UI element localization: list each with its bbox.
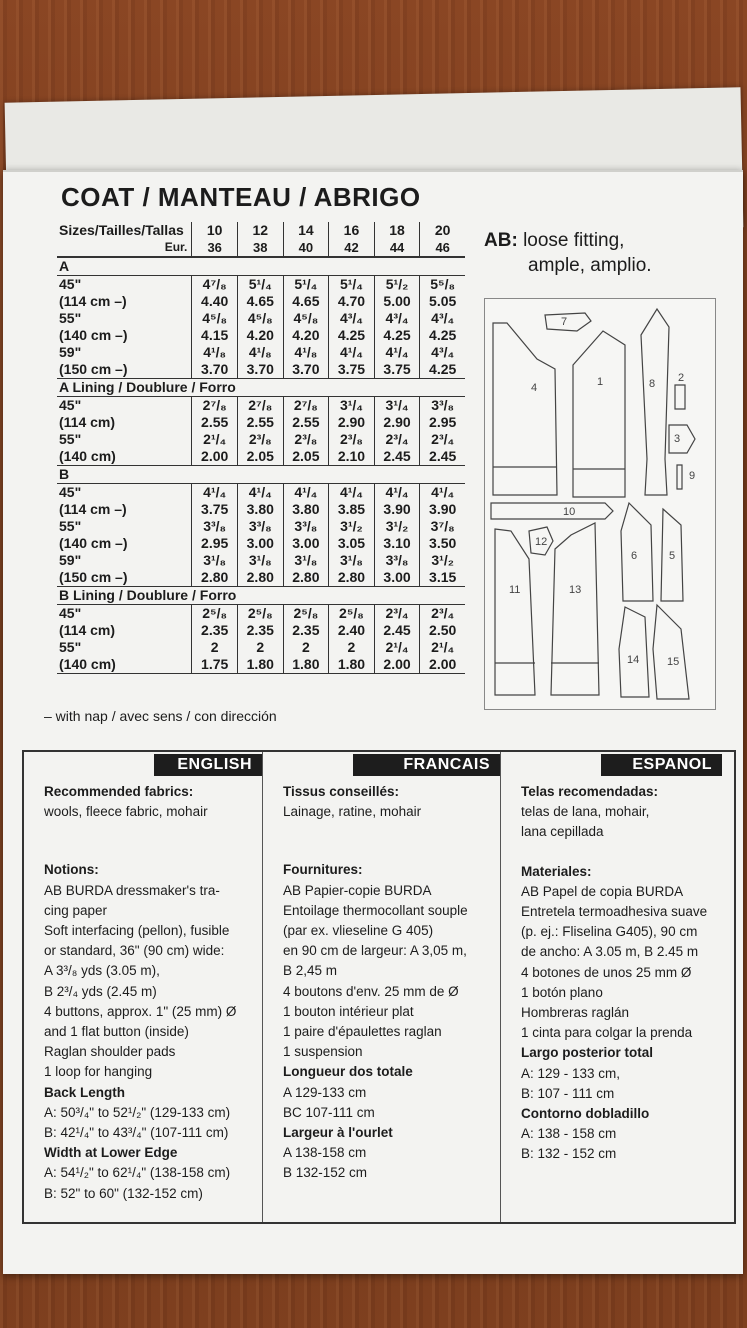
- table-cell: 2.55: [192, 414, 238, 431]
- table-cell: 4¹/₄: [329, 484, 375, 502]
- section-heading: Width at Lower Edge: [44, 1145, 178, 1161]
- table-cell: 2⁵/₈: [283, 605, 329, 623]
- table-cell: 2³/₄: [420, 431, 465, 448]
- table-header-row: [57, 222, 465, 239]
- francais-body: [283, 782, 496, 1184]
- piece-3-shape: [669, 425, 695, 453]
- table-cell: 4¹/₄: [374, 344, 420, 361]
- table-cell: 2¹/₄: [192, 431, 238, 448]
- table-cell: 4¹/₈: [237, 344, 283, 361]
- table-cell: 2⁵/₈: [237, 605, 283, 623]
- header-label: Sizes/Tailles/Tallas: [59, 222, 184, 238]
- table-cell: 5¹/₂: [374, 276, 420, 294]
- table-cell: 2.80: [329, 569, 375, 587]
- table-cell: 3¹/₂: [374, 518, 420, 535]
- table-row: [57, 484, 465, 502]
- table-cell: 3.80: [237, 501, 283, 518]
- table-cell: 2.05: [237, 448, 283, 466]
- text-line: telas de lana, mohair,: [521, 804, 650, 820]
- table-cell: 5¹/₄: [283, 276, 329, 294]
- row-label: (140 cm): [57, 656, 192, 674]
- table-cell: 3¹/₈: [192, 552, 238, 569]
- piece-number-label: 1: [597, 376, 604, 388]
- section-label: B Lining / Doublure / Forro: [57, 587, 465, 605]
- text-line: Entretela termoadhesiva suave: [521, 904, 708, 920]
- size-header: 20: [420, 222, 465, 239]
- table-cell: 3¹/₄: [329, 397, 375, 415]
- piece-number-label: 5: [669, 550, 676, 562]
- table-cell: 2³/₈: [237, 431, 283, 448]
- size-header: 18: [374, 222, 420, 239]
- size-header: 10: [192, 222, 238, 239]
- text-line: Lainage, ratine, mohair: [283, 804, 422, 820]
- piece-15-shape: [653, 605, 689, 699]
- piece-number-label: 3: [674, 433, 681, 445]
- text-line: B: 107 - 111 cm: [521, 1085, 615, 1101]
- table-cell: 4⁵/₈: [237, 310, 283, 327]
- table-cell: 2.35: [192, 622, 238, 639]
- text-line: AB Papier-copie BURDA: [283, 882, 432, 898]
- section-heading: Largo posterior total: [521, 1045, 654, 1061]
- table-cell: 2³/₄: [374, 431, 420, 448]
- piece-number-label: 14: [627, 654, 640, 666]
- spacer: [44, 841, 258, 860]
- piece-number-label: 11: [509, 584, 521, 596]
- table-cell: 4³/₄: [420, 310, 465, 327]
- table-cell: 2⁷/₈: [237, 397, 283, 415]
- table-cell: 3¹/₄: [374, 397, 420, 415]
- section-heading: Fournitures:: [283, 862, 363, 878]
- table-cell: 2.80: [283, 569, 329, 587]
- francais-column: [263, 752, 501, 1222]
- table-cell: 3.50: [420, 535, 465, 552]
- table-row: [57, 414, 465, 431]
- table-cell: 5.05: [420, 293, 465, 310]
- table-section-row: [57, 466, 465, 484]
- table-cell: 2⁵/₈: [192, 605, 238, 623]
- text-line: B: 52" to 60" (132-152 cm): [44, 1185, 203, 1201]
- table-cell: 3.00: [237, 535, 283, 552]
- table-cell: 2.00: [374, 656, 420, 674]
- table-cell: 2: [329, 639, 375, 656]
- table-cell: 5¹/₄: [329, 276, 375, 294]
- piece-14-shape: [619, 607, 649, 697]
- table-row: [57, 276, 465, 294]
- table-cell: 4³/₄: [329, 310, 375, 327]
- text-line: en 90 cm de largeur: A 3,05 m,: [283, 943, 467, 959]
- table-cell: 3.05: [329, 535, 375, 552]
- row-label: (114 cm –): [59, 293, 127, 309]
- piece-2-shape: [675, 385, 685, 409]
- table-cell: 2.45: [374, 622, 420, 639]
- row-label: 55": [59, 518, 82, 534]
- table-cell: 3.90: [374, 501, 420, 518]
- section-heading: Materiales:: [521, 863, 592, 879]
- text-line: B: 132 - 152 cm: [521, 1146, 617, 1162]
- fit-note-line1: loose fitting,: [523, 230, 625, 251]
- section-label: B: [57, 466, 465, 484]
- table-cell: 5¹/₄: [237, 276, 283, 294]
- table-cell: 3³/₈: [192, 518, 238, 535]
- row-label: 45": [59, 484, 82, 500]
- text-line: (p. ej.: Fliselina G405), 90 cm: [521, 924, 698, 940]
- table-cell: 3.85: [329, 501, 375, 518]
- table-cell: 5.00: [374, 293, 420, 310]
- table-cell: 3.75: [192, 501, 238, 518]
- text-line: B 2³/₄ yds (2.45 m): [44, 983, 157, 999]
- table-cell: 4⁷/₈: [192, 276, 238, 294]
- table-cell: 3¹/₂: [329, 518, 375, 535]
- text-line: Hombreras raglán: [521, 1005, 630, 1021]
- table-cell: 4⁵/₈: [192, 310, 238, 327]
- section-label: A Lining / Doublure / Forro: [57, 379, 465, 397]
- spacer: [283, 822, 496, 841]
- piece-number-label: 2: [678, 372, 685, 384]
- francais-tab: FRANCAIS: [353, 754, 500, 776]
- row-label: (140 cm –): [59, 327, 128, 343]
- table-cell: 2.05: [283, 448, 329, 466]
- section-heading: Back Length: [44, 1084, 126, 1100]
- table-cell: 2.55: [237, 414, 283, 431]
- table-cell: 2⁷/₈: [283, 397, 329, 415]
- section-heading: Recommended fabrics:: [44, 784, 194, 799]
- table-cell: 3.80: [283, 501, 329, 518]
- table-row: [57, 327, 465, 344]
- piece-number-label: 15: [667, 656, 680, 668]
- piece-8-shape: [641, 309, 669, 495]
- text-line: A: 138 - 158 cm: [521, 1126, 617, 1142]
- table-cell: 2³/₈: [283, 431, 329, 448]
- table-row: [57, 622, 465, 639]
- english-body: [44, 782, 258, 1204]
- table-cell: 3³/₈: [420, 397, 465, 415]
- table-cell: 2³/₈: [329, 431, 375, 448]
- table-cell: 3.70: [237, 361, 283, 379]
- table-cell: 2: [283, 639, 329, 656]
- size-header: 14: [283, 222, 329, 239]
- table-cell: 4.40: [192, 293, 238, 310]
- table-cell: 4.25: [420, 327, 465, 344]
- row-label: 59": [59, 344, 82, 360]
- piece-11-shape: [495, 529, 535, 695]
- table-cell: 2.90: [374, 414, 420, 431]
- spacer: [44, 822, 258, 841]
- table-cell: 2.55: [283, 414, 329, 431]
- page-title: COAT / MANTEAU / ABRIGO: [61, 182, 421, 212]
- piece-10-shape: [491, 503, 613, 519]
- table-cell: 2.00: [192, 448, 238, 466]
- table-cell: 4¹/₄: [192, 484, 238, 502]
- table-cell: 2: [192, 639, 238, 656]
- table-cell: 3.70: [283, 361, 329, 379]
- table-section-row: [57, 257, 465, 276]
- header-label-eur: Eur.: [57, 239, 192, 257]
- table-cell: 4¹/₄: [420, 484, 465, 502]
- pattern-pieces-drawing: [485, 299, 715, 709]
- english-tab: ENGLISH: [154, 754, 262, 776]
- table-cell: 3⁷/₈: [420, 518, 465, 535]
- section-heading: Notions:: [44, 862, 99, 878]
- section-heading: Contorno dobladillo: [521, 1106, 650, 1122]
- table-cell: 2.90: [329, 414, 375, 431]
- table-cell: 1.80: [283, 656, 329, 674]
- piece-number-label: 10: [563, 506, 576, 518]
- table-cell: 2¹/₄: [420, 639, 465, 656]
- fit-note-prefix: AB:: [484, 230, 518, 251]
- table-cell: 4.65: [283, 293, 329, 310]
- table-cell: 2.40: [329, 622, 375, 639]
- table-cell: 4¹/₄: [374, 484, 420, 502]
- piece-13-shape: [551, 523, 599, 695]
- text-line: and 1 flat button (inside): [44, 1024, 189, 1040]
- piece-9-shape: [677, 465, 682, 489]
- table-row: [57, 448, 465, 466]
- table-cell: 2.95: [192, 535, 238, 552]
- table-cell: 2.35: [237, 622, 283, 639]
- text-line: A 138-158 cm: [283, 1145, 367, 1161]
- table-cell: 5⁵/₈: [420, 276, 465, 294]
- table-cell: 1.80: [329, 656, 375, 674]
- table-cell: 2.00: [420, 656, 465, 674]
- eur-size-header: 36: [192, 239, 238, 257]
- table-cell: 3.15: [420, 569, 465, 587]
- table-cell: 2.10: [329, 448, 375, 466]
- row-label: 55": [59, 310, 82, 326]
- table-cell: 3.00: [374, 569, 420, 587]
- table-cell: 4⁵/₈: [283, 310, 329, 327]
- table-cell: 3.00: [283, 535, 329, 552]
- table-row: [57, 518, 465, 535]
- row-label: (150 cm –): [57, 361, 192, 379]
- table-row: [57, 310, 465, 327]
- table-cell: 4³/₄: [420, 344, 465, 361]
- table-cell: 4.25: [329, 327, 375, 344]
- text-line: 1 botón plano: [521, 984, 603, 1000]
- table-row: [57, 397, 465, 415]
- text-line: AB BURDA dressmaker's tra-: [44, 882, 220, 898]
- table-cell: 2¹/₄: [374, 639, 420, 656]
- piece-4-shape: [493, 323, 557, 495]
- table-cell: 3.70: [192, 361, 238, 379]
- table-cell: 4¹/₈: [192, 344, 238, 361]
- table-cell: 2.45: [374, 448, 420, 466]
- text-line: BC 107-111 cm: [283, 1104, 375, 1120]
- text-line: A 3³/₈ yds (3.05 m),: [44, 963, 160, 979]
- espanol-tab: ESPANOL: [601, 754, 722, 776]
- piece-number-label: 4: [531, 382, 538, 394]
- text-line: A: 50³/₄" to 52¹/₂" (129-133 cm): [44, 1104, 231, 1120]
- piece-number-label: 8: [649, 378, 656, 390]
- row-label: 45": [59, 605, 82, 621]
- piece-7-shape: [545, 313, 591, 331]
- table-cell: 2.45: [420, 448, 465, 466]
- table-cell: 3¹/₈: [283, 552, 329, 569]
- table-row: [57, 361, 465, 379]
- size-header: 16: [329, 222, 375, 239]
- table-cell: 4¹/₄: [283, 484, 329, 502]
- instructions-panel: [22, 750, 736, 1224]
- row-label: (150 cm –): [57, 569, 192, 587]
- row-label: 45": [59, 397, 82, 413]
- row-label: (114 cm): [59, 622, 116, 638]
- row-label: (140 cm): [57, 448, 192, 466]
- text-line: 1 suspension: [283, 1044, 363, 1060]
- row-label: 45": [59, 276, 82, 292]
- section-heading: Tissus conseillés:: [283, 784, 400, 799]
- table-row: [57, 639, 465, 656]
- table-header-row: [57, 239, 465, 257]
- text-line: wools, fleece fabric, mohair: [44, 804, 208, 820]
- text-line: Soft interfacing (pellon), fusible: [44, 923, 230, 939]
- text-line: A: 54¹/₂" to 62¹/₄" (138-158 cm): [44, 1165, 231, 1181]
- text-line: 4 botones de unos 25 mm Ø: [521, 964, 692, 980]
- english-column: [24, 752, 263, 1222]
- piece-number-label: 7: [561, 316, 568, 328]
- eur-size-header: 38: [237, 239, 283, 257]
- table-row: [57, 552, 465, 569]
- table-cell: 3¹/₂: [420, 552, 465, 569]
- table-cell: 2.50: [420, 622, 465, 639]
- text-line: (par ex. vlieseline G 405): [283, 923, 434, 939]
- eur-size-header: 42: [329, 239, 375, 257]
- table-row: [57, 569, 465, 587]
- table-row: [57, 605, 465, 623]
- text-line: or standard, 36" (90 cm) wide:: [44, 943, 225, 959]
- eur-size-header: 46: [420, 239, 465, 257]
- table-row: [57, 293, 465, 310]
- fit-note-line2: ample, amplio.: [528, 255, 652, 276]
- table-row: [57, 535, 465, 552]
- table-section-row: [57, 379, 465, 397]
- table-row: [57, 344, 465, 361]
- text-line: 4 buttons, approx. 1" (25 mm) Ø: [44, 1003, 237, 1019]
- text-line: A 129-133 cm: [283, 1084, 367, 1100]
- row-label: 55": [59, 431, 82, 447]
- section-heading: Telas recomendadas:: [521, 784, 659, 799]
- pattern-pieces-diagram: [484, 298, 716, 710]
- table-row: [57, 656, 465, 674]
- piece-number-label: 13: [569, 584, 582, 596]
- eur-size-header: 40: [283, 239, 329, 257]
- fit-note: [484, 228, 652, 278]
- spacer: [283, 841, 496, 860]
- row-label: (140 cm –): [59, 535, 128, 551]
- espanol-body: [521, 782, 730, 1165]
- table-cell: 2³/₄: [420, 605, 465, 623]
- text-line: Raglan shoulder pads: [44, 1044, 176, 1060]
- piece-1-shape: [573, 331, 625, 497]
- yardage-table: [57, 222, 465, 674]
- piece-number-label: 12: [535, 536, 548, 548]
- table-cell: 4¹/₄: [237, 484, 283, 502]
- table-cell: 2.80: [237, 569, 283, 587]
- table-cell: 3¹/₈: [329, 552, 375, 569]
- table-cell: 2.80: [192, 569, 238, 587]
- table-cell: 3³/₈: [237, 518, 283, 535]
- table-cell: 4¹/₈: [283, 344, 329, 361]
- table-cell: 1.80: [237, 656, 283, 674]
- table-cell: 3.75: [329, 361, 375, 379]
- table-cell: 4¹/₄: [329, 344, 375, 361]
- piece-number-label: 6: [631, 550, 638, 562]
- text-line: 1 paire d'épaulettes raglan: [283, 1024, 442, 1040]
- table-cell: 1.75: [192, 656, 238, 674]
- text-line: A: 129 - 133 cm,: [521, 1065, 621, 1081]
- table-row: [57, 431, 465, 448]
- table-cell: 2⁵/₈: [329, 605, 375, 623]
- table-cell: 4.25: [374, 327, 420, 344]
- piece-number-label: 9: [689, 470, 696, 482]
- table-cell: 4.20: [283, 327, 329, 344]
- text-line: AB Papel de copia BURDA: [521, 883, 684, 899]
- table-cell: 3.75: [374, 361, 420, 379]
- table-cell: 2⁷/₈: [192, 397, 238, 415]
- table-row: [57, 501, 465, 518]
- table-cell: 3³/₈: [374, 552, 420, 569]
- row-label: (114 cm): [59, 414, 116, 430]
- table-cell: 4.65: [237, 293, 283, 310]
- text-line: 1 bouton intérieur plat: [283, 1003, 414, 1019]
- espanol-column: [501, 752, 734, 1222]
- text-line: B 2,45 m: [283, 963, 338, 979]
- spacer: [521, 843, 730, 862]
- row-label: (114 cm –): [59, 501, 127, 517]
- text-line: 4 boutons d'env. 25 mm de Ø: [283, 983, 459, 999]
- table-cell: 2³/₄: [374, 605, 420, 623]
- table-cell: 4.70: [329, 293, 375, 310]
- table-cell: 4³/₄: [374, 310, 420, 327]
- table-cell: 3³/₈: [283, 518, 329, 535]
- table-cell: 3.90: [420, 501, 465, 518]
- table-section-row: [57, 587, 465, 605]
- table-cell: 3¹/₈: [237, 552, 283, 569]
- row-label: 55": [59, 639, 82, 655]
- table-cell: 4.25: [420, 361, 465, 379]
- table-cell: 2.95: [420, 414, 465, 431]
- text-line: Entoilage thermocollant souple: [283, 902, 468, 918]
- text-line: de ancho: A 3.05 m, B 2.45 m: [521, 944, 699, 960]
- nap-note: – with nap / avec sens / con dirección: [44, 708, 277, 724]
- text-line: B: 42¹/₄" to 43³/₄" (107-111 cm): [44, 1125, 229, 1141]
- text-line: 1 cinta para colgar la prenda: [521, 1025, 693, 1041]
- section-heading: Longueur dos totale: [283, 1064, 413, 1080]
- table-cell: 2.35: [283, 622, 329, 639]
- text-line: 1 loop for hanging: [44, 1064, 153, 1080]
- table-cell: 2: [237, 639, 283, 656]
- text-line: B 132-152 cm: [283, 1165, 368, 1181]
- row-label: 59": [59, 552, 82, 568]
- text-line: cing paper: [44, 902, 108, 918]
- section-label: A: [57, 257, 465, 276]
- text-line: lana cepillada: [521, 824, 604, 840]
- table-cell: 3.10: [374, 535, 420, 552]
- table-cell: 4.15: [192, 327, 238, 344]
- section-heading: Largeur à l'ourlet: [283, 1125, 393, 1141]
- eur-size-header: 44: [374, 239, 420, 257]
- table-cell: 4.20: [237, 327, 283, 344]
- size-header: 12: [237, 222, 283, 239]
